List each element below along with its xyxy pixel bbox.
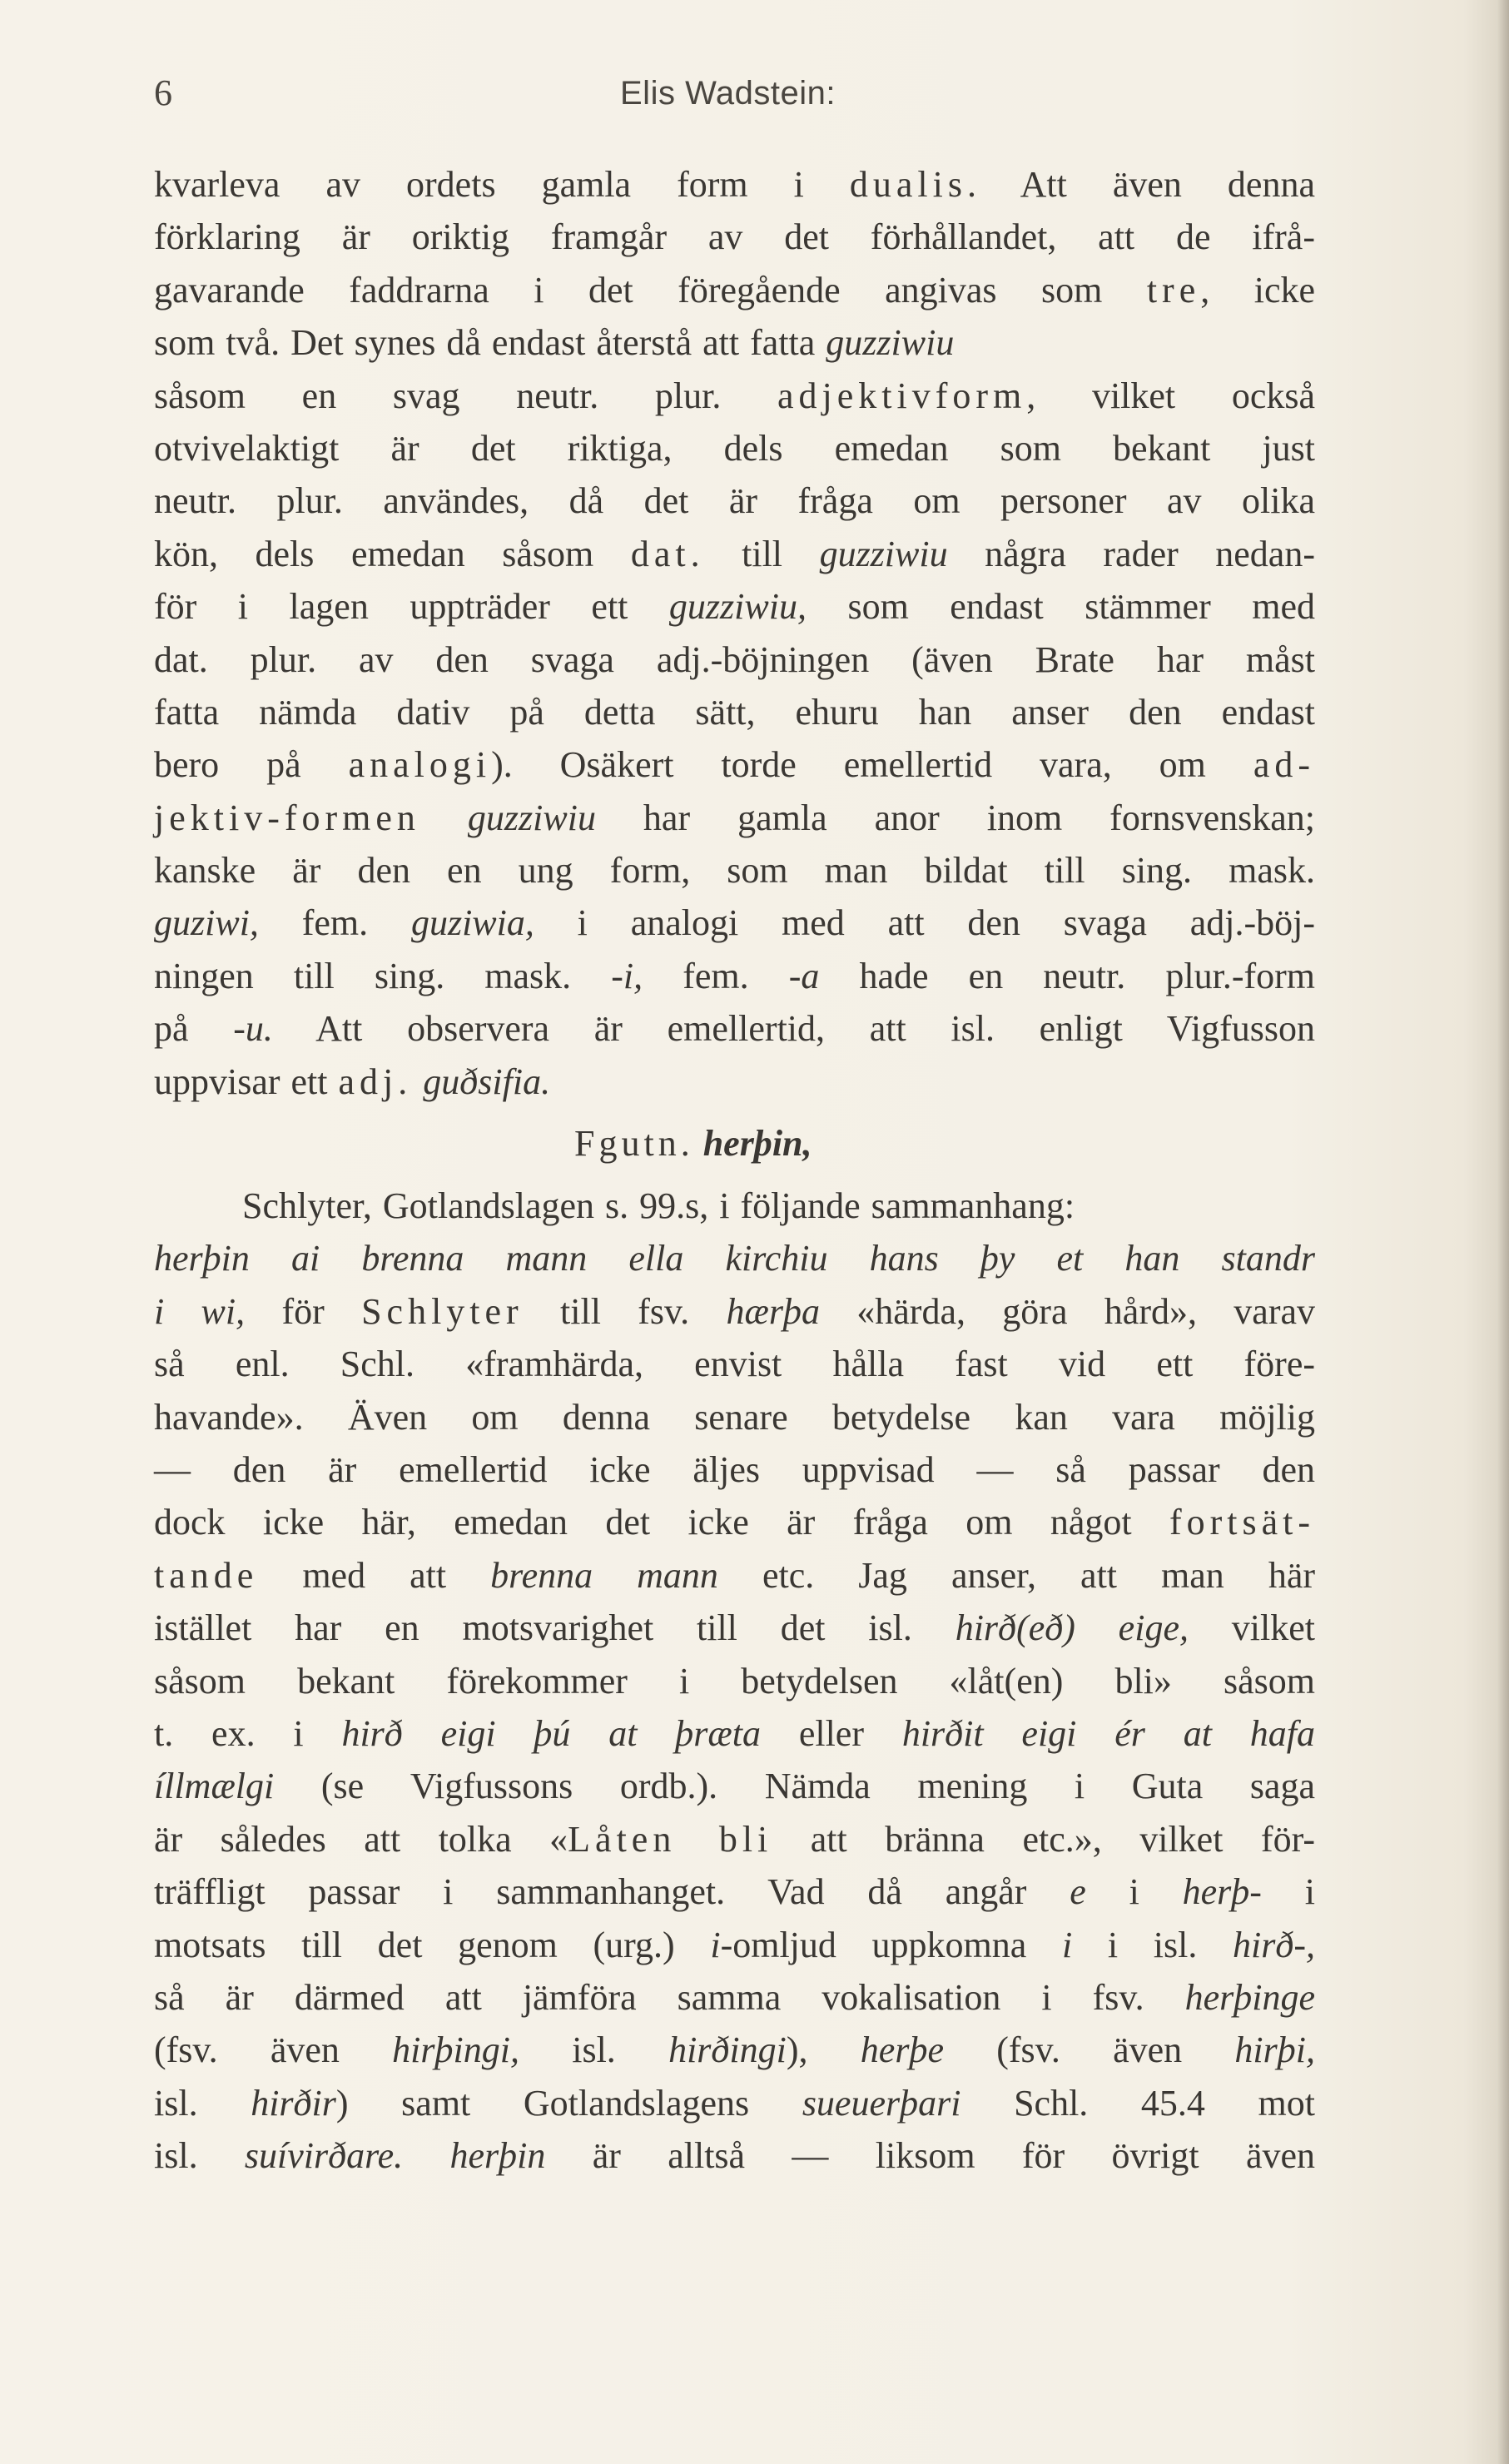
text-line — [154, 1549, 1315, 1602]
text-line — [154, 1971, 1315, 2024]
italic-word: sueuerþari — [802, 2082, 961, 2124]
text-run: (fsv. även — [943, 2029, 1235, 2071]
text-run: -omljud uppkomna — [720, 1924, 1062, 1965]
text-run: till fsv. — [523, 1290, 727, 1332]
section-heading — [154, 1108, 1315, 1180]
text-run: dat. plur. av den svaga adj.-böjningen (även Brate har måst — [154, 638, 1315, 680]
italic-word: hirðir — [251, 2082, 336, 2124]
italic-word: hirþi, — [1234, 2029, 1315, 2071]
text-run: har gamla anor inom fornsvenskan; — [595, 797, 1316, 838]
text-run: är alltså — liksom för övrigt även — [545, 2135, 1315, 2177]
body-text — [154, 158, 1315, 2182]
italic-word: guzziwiu, — [668, 586, 807, 628]
text-line — [154, 211, 1315, 263]
text-line — [154, 1056, 1315, 1108]
text-run: etc. Jag anser, att man här — [717, 1554, 1316, 1596]
text-run: — den är emellertid icke äljes uppvisad — så passar den — [154, 1448, 1315, 1490]
text-run: t. ex. i — [154, 1712, 342, 1754]
italic-word: hirþingi, — [392, 2029, 519, 2071]
text-line — [154, 1180, 1315, 1232]
text-run: gavarande faddrarna i det föregående angivas som — [154, 269, 1147, 310]
text-line — [154, 580, 1315, 633]
text-run: ), — [786, 2029, 861, 2071]
text-run: ningen till sing. mask. — [154, 955, 612, 996]
text-run: uppvisar ett — [154, 1061, 339, 1102]
italic-word: hirð(eð) eige, — [955, 1607, 1189, 1649]
text-run: (fsv. även — [154, 2029, 393, 2071]
text-run: «härda, göra hård», varav — [819, 1290, 1315, 1332]
text-run: Schl. 45.4 mot — [960, 2082, 1315, 2124]
text-run — [420, 797, 468, 838]
text-line — [154, 897, 1315, 949]
page-edge-shadow — [1497, 0, 1509, 2464]
text-line — [154, 1919, 1315, 1971]
text-run: (se Vigfussons ordb.). Nämda mening i Guta saga — [274, 1766, 1315, 1807]
italic-word: herþ- — [1182, 1871, 1262, 1913]
text-run: är således att tolka « — [154, 1818, 568, 1860]
spaced-word: fortsät- — [1169, 1502, 1315, 1543]
italic-word: i wi, — [154, 1290, 246, 1332]
text-line — [154, 1443, 1315, 1496]
italic-word: brenna mann — [490, 1554, 718, 1596]
text-line — [154, 1285, 1315, 1338]
italic-word: -a — [788, 955, 820, 996]
text-run: på — [154, 1008, 234, 1050]
text-run: isl. — [519, 2029, 669, 2071]
text-line — [154, 1496, 1315, 1548]
text-run: dock icke här, emedan det icke är fråga om något — [154, 1502, 1169, 1543]
page-number: 6 — [154, 72, 172, 113]
text-run: med att — [258, 1554, 491, 1596]
spaced-word: dualis — [849, 164, 968, 205]
text-run: fem. — [643, 955, 789, 996]
text-line — [154, 1707, 1315, 1760]
text-line — [154, 1760, 1315, 1812]
italic-word: hærþa — [726, 1290, 820, 1332]
text-run: eller — [761, 1712, 902, 1754]
text-run: såsom bekant förekommer i betydelsen «låt(en) bli» såsom — [154, 1660, 1315, 1701]
spaced-word: tande — [154, 1554, 259, 1596]
text-line — [154, 1655, 1315, 1707]
text-line — [154, 686, 1315, 738]
text-run: i isl. — [1072, 1924, 1233, 1965]
text-run: så enl. Schl. «framhärda, envist hålla fast vid ett före- — [154, 1344, 1315, 1385]
italic-word: hirðingi — [668, 2029, 787, 2071]
text-run: , icke — [1200, 269, 1315, 310]
text-run: bero på — [154, 744, 349, 786]
text-run: förklaring är oriktig framgår av det förhållandet, att de ifrå- — [154, 216, 1315, 258]
text-run: kön, dels emedan såsom — [154, 533, 631, 574]
text-run: , vilket också — [1026, 375, 1316, 416]
text-run: några rader nedan- — [947, 533, 1315, 574]
text-run — [412, 1061, 423, 1102]
text-run: isl. — [154, 2082, 251, 2124]
text-line — [154, 370, 1315, 422]
text-run: så är därmed att jämföra samma vokalisation i fsv. — [154, 1976, 1185, 2018]
text-run: för — [245, 1290, 362, 1332]
italic-word: guziwi, — [154, 902, 259, 944]
italic-word: íllmælgi — [154, 1766, 275, 1807]
text-run — [403, 2135, 449, 2176]
text-line — [154, 1813, 1315, 1865]
italic-word: guzziwiu — [826, 322, 955, 364]
text-run: otvivelaktigt är det riktiga, dels emedan som bekant just — [154, 427, 1315, 469]
text-line — [154, 1338, 1315, 1390]
spaced-word: dat. — [630, 533, 705, 574]
text-run: fem. — [258, 902, 411, 944]
spaced-word: jektiv-formen — [154, 797, 420, 838]
text-line — [154, 844, 1315, 897]
text-run: kanske är den en ung form, som man bildat till sing. mask. — [154, 850, 1315, 892]
italic-word: herþin — [449, 2135, 546, 2177]
text-line — [154, 1002, 1315, 1055]
text-run: för i lagen uppträder ett — [154, 586, 669, 628]
text-line — [154, 264, 1315, 316]
text-line — [154, 1865, 1315, 1918]
text-run: i analogi med att den svaga adj.-böj- — [534, 902, 1315, 944]
text-line — [154, 792, 1315, 844]
italic-word: herþin, — [702, 1123, 812, 1165]
text-run: istället har en motsvarighet till det isl. — [154, 1607, 956, 1649]
text-run: i — [1261, 1871, 1315, 1913]
spaced-word: adj. — [338, 1061, 413, 1102]
italic-word: i — [1061, 1924, 1073, 1965]
italic-word: guzziwiu — [819, 533, 948, 574]
italic-word: -u. — [233, 1008, 273, 1050]
text-run: ) samt Gotlandslagens — [335, 2082, 802, 2124]
text-run: träffligt passar i sammanhanget. Vad då angår — [154, 1871, 1070, 1913]
text-run: Schlyter, Gotlandslagen s. 99.s, i följande sammanhang: — [242, 1185, 1075, 1227]
italic-word: guziwia, — [410, 902, 534, 944]
text-run: fatta nämda dativ på detta sätt, ehuru han anser den endast — [154, 691, 1315, 733]
text-run: att bränna etc.», vilket för- — [772, 1818, 1315, 1860]
text-line — [154, 316, 1315, 369]
text-line — [154, 633, 1315, 686]
italic-word: hirð eigi þú at þræta — [341, 1712, 761, 1754]
text-line — [154, 1391, 1315, 1443]
spaced-word: adjektivform — [777, 375, 1027, 416]
italic-word: e — [1070, 1871, 1086, 1913]
spaced-word: analogi — [348, 744, 492, 786]
spaced-word: ad- — [1253, 744, 1315, 786]
spaced-word: Låten bli — [568, 1818, 773, 1860]
text-line — [154, 528, 1315, 580]
text-line — [154, 422, 1315, 474]
text-line — [154, 738, 1315, 791]
italic-word: herþe — [860, 2029, 944, 2071]
spaced-word: tre — [1146, 269, 1201, 310]
text-run: isl. — [154, 2135, 245, 2177]
italic-word: herþin ai brenna mann ella kirchiu hans þy et han standr — [154, 1238, 1315, 1279]
text-line — [154, 1232, 1315, 1284]
italic-word: herþinge — [1184, 1976, 1315, 2018]
italic-word: i — [710, 1924, 721, 1965]
italic-word: -i, — [611, 955, 643, 996]
spaced-word: Schlyter — [361, 1290, 524, 1332]
text-line — [154, 158, 1315, 211]
italic-word: guzziwiu — [467, 797, 596, 838]
text-run: vilket — [1188, 1607, 1315, 1649]
text-run: såsom en svag neutr. plur. — [154, 375, 777, 416]
running-head-author: Elis Wadstein: — [620, 75, 836, 112]
text-run: som två. Det synes då endast återstå att fatta — [154, 322, 826, 364]
text-run: som endast stämmer med — [806, 586, 1315, 628]
text-run: hade en neutr. plur.-form — [819, 955, 1316, 996]
text-line — [154, 2024, 1315, 2076]
text-line — [154, 2077, 1315, 2129]
text-run: . Att även denna — [967, 164, 1315, 205]
text-run: i — [1085, 1871, 1183, 1913]
text-line — [154, 474, 1315, 527]
italic-word: hirð-, — [1232, 1924, 1315, 1965]
paragraph-dualis — [154, 158, 1315, 1108]
text-line — [154, 1602, 1315, 1654]
italic-word: hirðit eigi ér at hafa — [901, 1712, 1315, 1754]
text-run: Att observera är emellertid, att isl. enligt Vigfusson — [272, 1008, 1316, 1050]
text-run: kvarleva av ordets gamla form i — [154, 164, 850, 205]
spaced-word: Fgutn. — [574, 1123, 694, 1165]
paragraph-herthin — [154, 1180, 1315, 2182]
italic-word: guðsifia. — [423, 1061, 551, 1102]
italic-word: suívirðare. — [244, 2135, 404, 2177]
text-run: till — [704, 533, 820, 574]
text-run: motsats till det genom (urg.) — [154, 1924, 711, 1965]
text-line — [154, 2129, 1315, 2182]
text-run: neutr. plur. användes, då det är fråga om personer av olika — [154, 480, 1315, 522]
text-line — [154, 950, 1315, 1002]
text-run — [694, 1123, 703, 1164]
text-run: havande». Även om denna senare betydelse kan vara möjlig — [154, 1396, 1315, 1438]
text-run: ). Osäkert torde emellertid vara, om — [491, 744, 1253, 786]
